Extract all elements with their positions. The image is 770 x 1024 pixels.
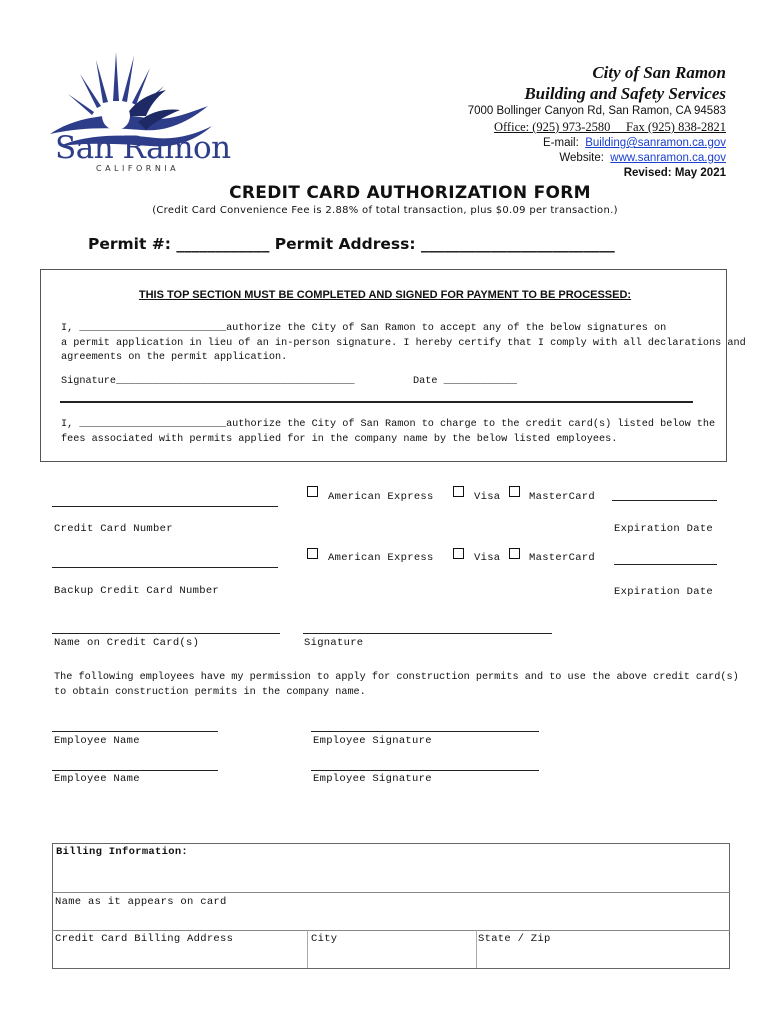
employee-name-line-2[interactable] xyxy=(52,770,218,771)
backup-mastercard-checkbox[interactable] xyxy=(509,548,520,559)
office-fax xyxy=(494,120,726,135)
mastercard-checkbox[interactable] xyxy=(509,486,520,497)
card-signature-line[interactable] xyxy=(303,633,552,634)
credit-card-number-label: Credit Card Number xyxy=(54,523,173,535)
date-field[interactable]: Date ____________ xyxy=(413,376,517,387)
employee-name-label-2: Employee Name xyxy=(54,773,140,785)
expiration-date-line[interactable] xyxy=(612,500,717,501)
permission-line2: to obtain construction permits in the company name. xyxy=(54,686,366,698)
billing-row-divider-1 xyxy=(52,892,730,893)
email-label: E-mail: xyxy=(543,137,579,149)
backup-card-number-label: Backup Credit Card Number xyxy=(54,585,220,597)
para1-line3: agreements on the permit application. xyxy=(61,352,288,363)
para2-line2: fees associated with permits applied for in the company name by the below listed employees. xyxy=(61,433,618,445)
address: 7000 Bollinger Canyon Rd, San Ramon, CA 94583 xyxy=(467,105,726,117)
backup-visa-label: Visa xyxy=(474,552,501,564)
email-line xyxy=(543,137,726,149)
employee-name-line-1[interactable] xyxy=(52,731,218,732)
form-subtitle: (Credit Card Convenience Fee is 2.88% of total transaction, plus $0.09 per transaction.) xyxy=(152,205,618,216)
name-on-card-label: Name on Credit Card(s) xyxy=(54,637,200,649)
visa-checkbox[interactable] xyxy=(453,486,464,497)
billing-heading: Billing Information: xyxy=(56,846,189,858)
form-title: CREDIT CARD AUTHORIZATION FORM xyxy=(229,183,591,203)
fax-number: Fax (925) 838-2821 xyxy=(626,120,726,134)
employee-signature-label-2: Employee Signature xyxy=(313,773,432,785)
employee-signature-line-2[interactable] xyxy=(311,770,539,771)
employee-name-label-1: Employee Name xyxy=(54,735,140,747)
amex-label: American Express xyxy=(328,491,434,503)
office-phone: Office: (925) 973-2580 xyxy=(493,120,611,134)
section-divider xyxy=(60,401,693,403)
amex-checkbox[interactable] xyxy=(307,486,318,497)
para1-line2: a permit application in lieu of an in-person signature. I hereby certify that I comply with all declarations and xyxy=(61,337,746,349)
logo-subtitle: CALIFORNIA xyxy=(96,164,180,173)
backup-mastercard-label: MasterCard xyxy=(529,552,596,564)
logo-wordmark: San Ramon xyxy=(55,130,231,166)
billing-col-divider-1 xyxy=(307,930,308,968)
permission-line1: The following employees have my permission to apply for construction permits and to use the above credit card(s) xyxy=(54,672,739,683)
city-name: City of San Ramon xyxy=(592,63,726,82)
website-label: Website: xyxy=(559,152,604,164)
website-link[interactable]: www.sanramon.ca.gov xyxy=(610,152,726,164)
authorization-paragraph-1 xyxy=(61,322,746,366)
expiration-date-label: Expiration Date xyxy=(614,523,714,535)
billing-state-zip-label[interactable]: State / Zip xyxy=(478,933,551,945)
signature-field[interactable]: Signature_______________________________________ xyxy=(61,376,355,387)
backup-amex-checkbox[interactable] xyxy=(307,548,318,559)
backup-expiration-label: Expiration Date xyxy=(614,586,714,598)
para2-line1[interactable]: I, ________________________authorize the City of San Ramon to charge to the credit card(s) listed below the xyxy=(61,419,716,430)
credit-card-number-line[interactable] xyxy=(52,506,278,507)
backup-visa-checkbox[interactable] xyxy=(453,548,464,559)
billing-row-divider-2 xyxy=(52,930,730,931)
billing-col-divider-2 xyxy=(476,930,477,968)
backup-expiration-line[interactable] xyxy=(614,564,717,565)
backup-card-number-line[interactable] xyxy=(52,567,278,568)
department-name: Building and Safety Services xyxy=(524,84,726,103)
email-link[interactable]: Building@sanramon.ca.gov xyxy=(585,137,726,149)
backup-amex-label: American Express xyxy=(328,552,434,564)
card-signature-label: Signature xyxy=(304,637,364,649)
employee-permission-text xyxy=(54,671,739,700)
top-section-heading: THIS TOP SECTION MUST BE COMPLETED AND SIGNED FOR PAYMENT TO BE PROCESSED: xyxy=(138,289,632,301)
billing-address-label[interactable]: Credit Card Billing Address xyxy=(55,933,234,945)
visa-label: Visa xyxy=(474,491,501,503)
employee-signature-label-1: Employee Signature xyxy=(313,735,432,747)
revised-date: Revised: May 2021 xyxy=(623,167,726,179)
website-line xyxy=(559,152,726,164)
para1-line1[interactable]: I, ________________________authorize the City of San Ramon to accept any of the below signatures on xyxy=(61,323,667,334)
name-as-on-card-label[interactable]: Name as it appears on card xyxy=(55,896,227,908)
employee-signature-line-1[interactable] xyxy=(311,731,539,732)
mastercard-label: MasterCard xyxy=(529,491,596,503)
billing-city-label[interactable]: City xyxy=(311,933,338,945)
permit-line[interactable]: Permit #: ____________ Permit Address: _________________________ xyxy=(88,235,615,253)
authorization-paragraph-2 xyxy=(61,418,715,447)
name-on-card-line[interactable] xyxy=(52,633,280,634)
